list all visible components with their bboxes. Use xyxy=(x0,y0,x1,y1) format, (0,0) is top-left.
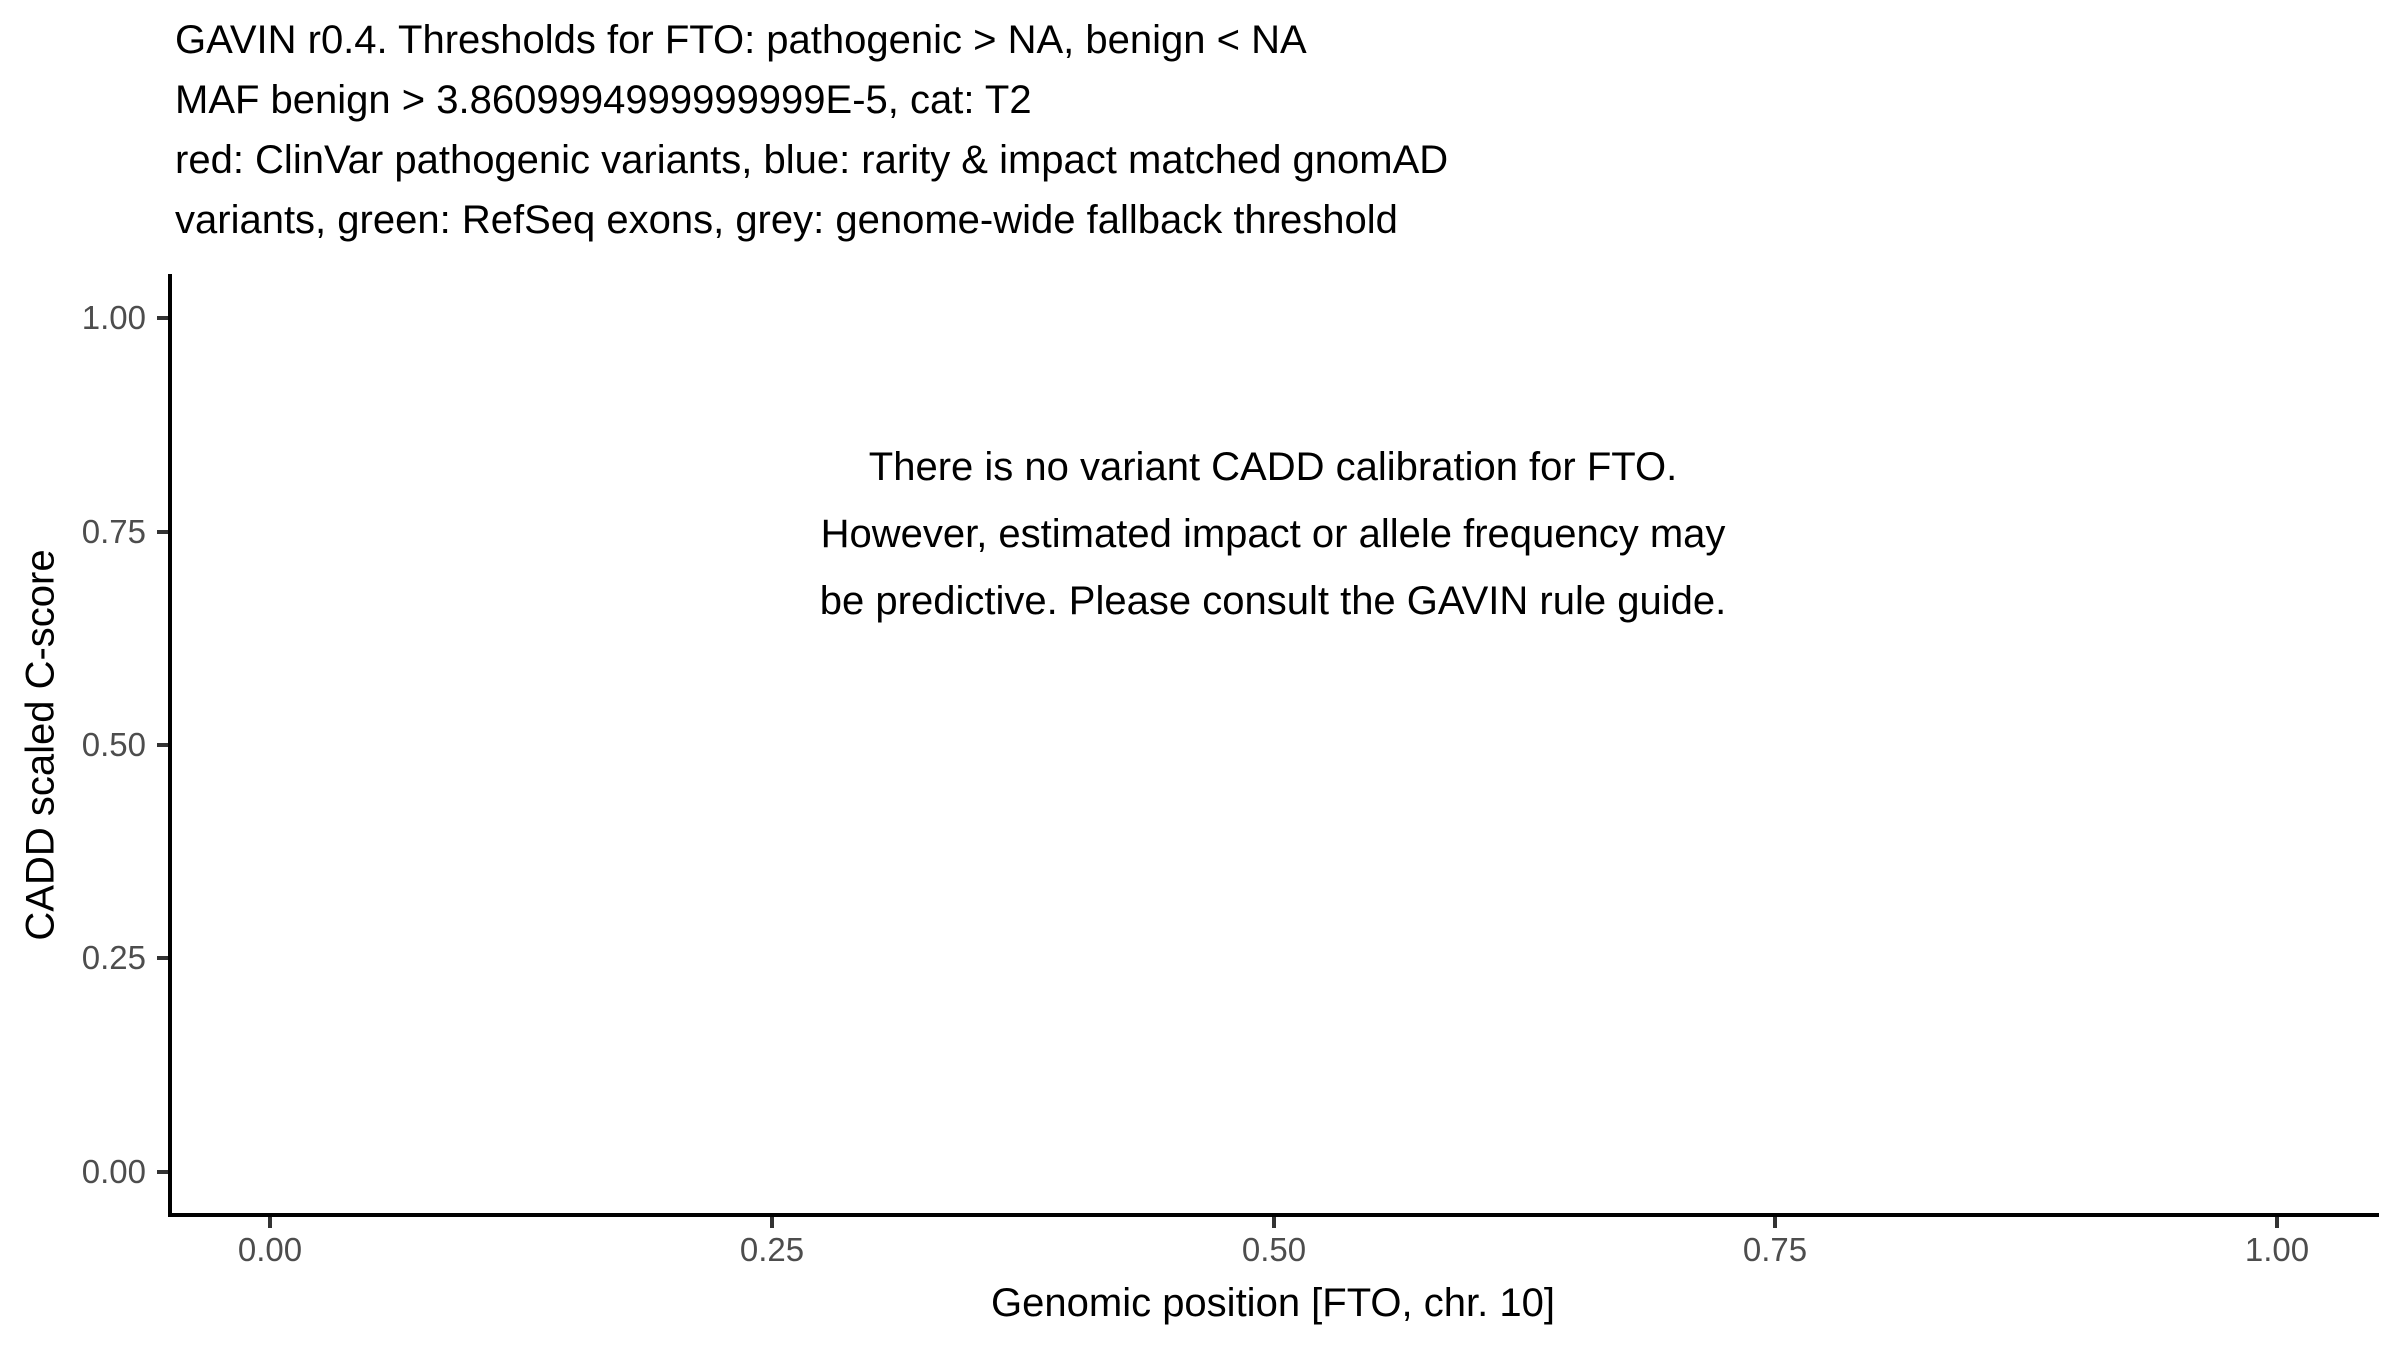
y-axis-title: CADD scaled C-score xyxy=(18,549,63,941)
x-tick-label: 0.75 xyxy=(1742,1231,1808,1268)
x-tick-mark xyxy=(1272,1217,1276,1228)
x-tick-label: 0.00 xyxy=(237,1231,303,1268)
x-tick-mark xyxy=(770,1217,774,1228)
y-tick-mark xyxy=(157,316,168,320)
y-tick-label: 0.00 xyxy=(81,1153,146,1190)
y-tick-mark xyxy=(157,956,168,960)
x-tick-label: 1.00 xyxy=(2244,1231,2310,1268)
y-tick-mark xyxy=(157,530,168,534)
chart-title-line-1: GAVIN r0.4. Thresholds for FTO: pathogenic > NA, benign < NA xyxy=(175,18,1307,62)
chart-title-line-3: red: ClinVar pathogenic variants, blue: rarity & impact matched gnomAD xyxy=(175,138,1449,182)
annotation-line-3: be predictive. Please consult the GAVIN rule guide. xyxy=(819,579,1727,623)
plot-panel xyxy=(172,274,2379,1213)
y-tick-mark xyxy=(157,1170,168,1174)
y-tick-label: 0.50 xyxy=(81,726,146,763)
x-tick-mark xyxy=(1773,1217,1777,1228)
x-axis-title: Genomic position [FTO, chr. 10] xyxy=(991,1281,1555,1325)
x-tick-mark xyxy=(2275,1217,2279,1228)
y-tick-mark xyxy=(157,743,168,747)
chart-title xyxy=(175,10,1448,250)
annotation-line-2: However, estimated impact or allele frequency may xyxy=(820,512,1726,556)
no-calibration-annotation xyxy=(673,434,1873,635)
x-tick-mark xyxy=(268,1217,272,1228)
y-tick-label: 1.00 xyxy=(81,299,146,336)
y-axis-line xyxy=(168,274,172,1217)
chart-title-line-4: variants, green: RefSeq exons, grey: genome-wide fallback threshold xyxy=(175,198,1398,242)
y-tick-label: 0.25 xyxy=(81,939,146,976)
x-tick-label: 0.50 xyxy=(1241,1231,1307,1268)
annotation-line-1: There is no variant CADD calibration for FTO. xyxy=(868,445,1678,489)
chart-title-line-2: MAF benign > 3.8609994999999999E-5, cat: T2 xyxy=(175,78,1032,122)
x-tick-label: 0.25 xyxy=(739,1231,805,1268)
y-tick-label: 0.75 xyxy=(81,513,146,550)
